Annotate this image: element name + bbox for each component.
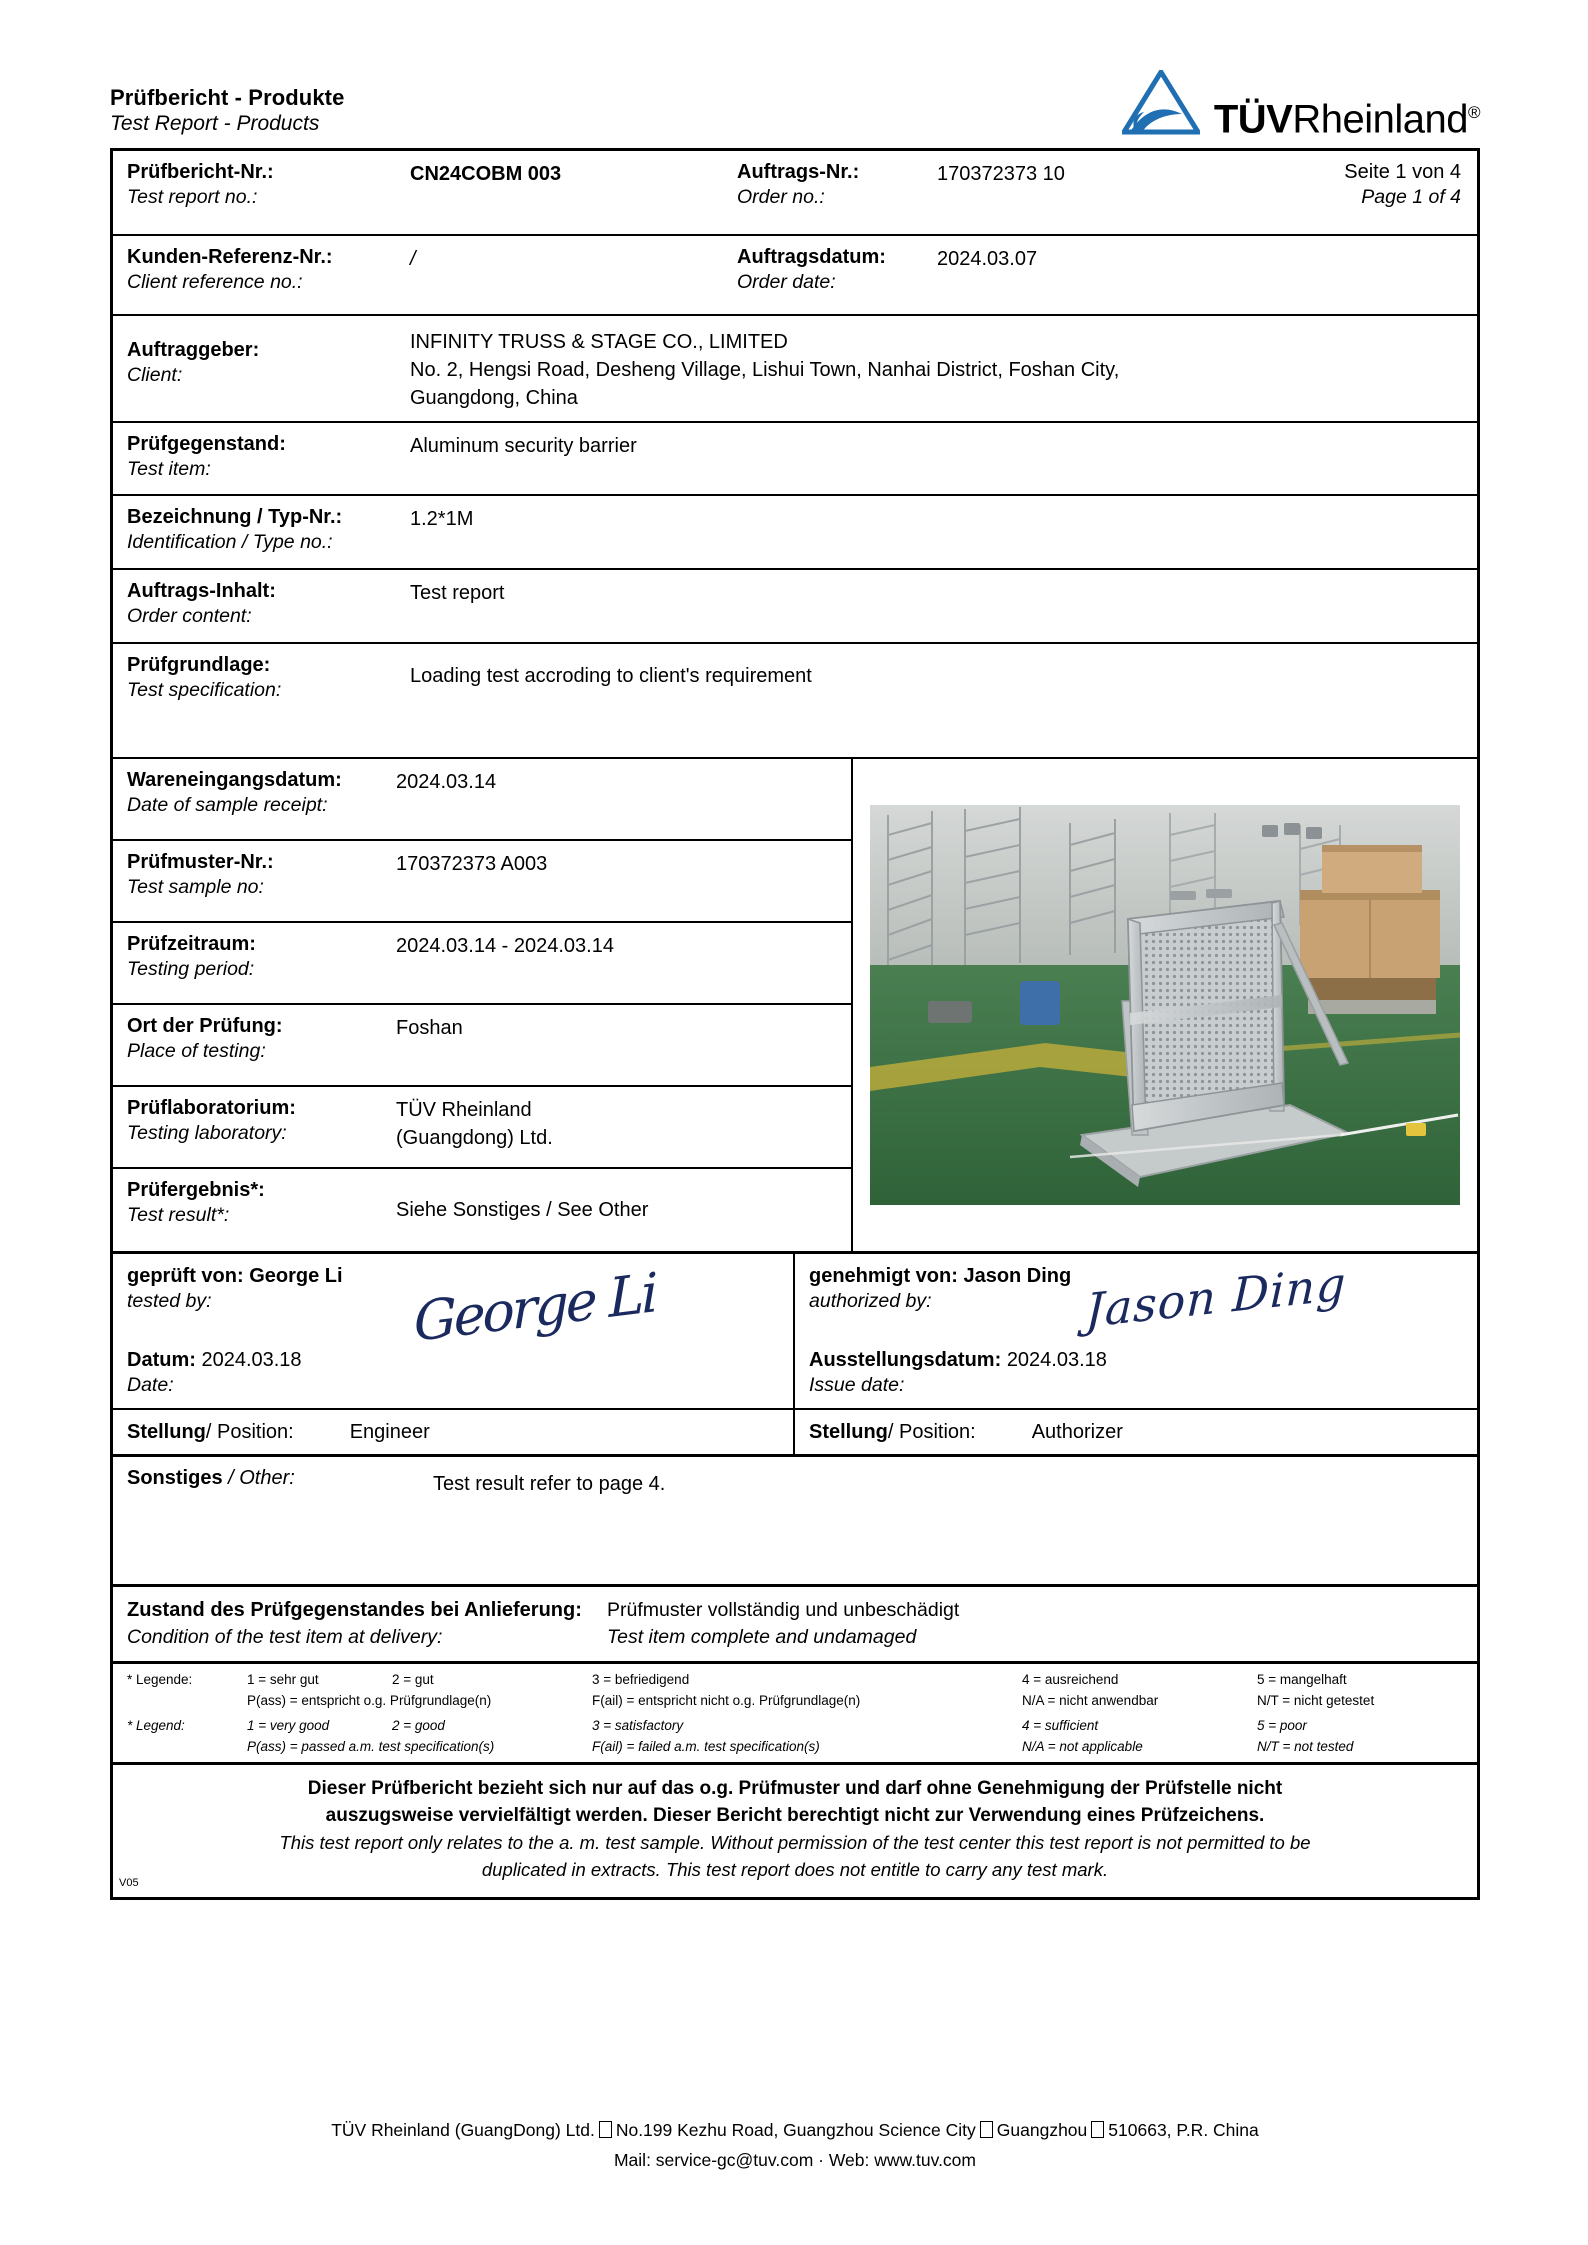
client-value-cell (396, 316, 1477, 421)
client-label-de: Auftraggeber: (127, 339, 260, 361)
order-date-label-en: Order date: (737, 271, 836, 293)
testing-period-label (113, 923, 396, 1003)
disclaimer-en-line2: duplicated in extracts. This test report does not entitle to carry any test mark. (481, 1859, 1109, 1880)
authorized-by-name: genehmigt von: Jason Ding (809, 1265, 1072, 1287)
position-label-de-left: Stellung (127, 1420, 206, 1443)
report-details-table (110, 148, 1480, 1900)
test-item-label-de: Prüfgegenstand: (127, 433, 286, 455)
sample-receipt-label-de: Wareneingangsdatum: (127, 769, 342, 791)
legend-en-fail: F(ail) = failed a.m. test specification(s) (592, 1739, 820, 1754)
page-indicator-de: Seite 1 von 4 (1344, 161, 1461, 183)
table-row-test-result (113, 1169, 851, 1251)
condition-value (607, 1597, 1477, 1651)
testing-period-value: 2024.03.14 - 2024.03.14 (396, 935, 614, 957)
position-label-de-right: Stellung (809, 1420, 888, 1443)
tested-by-name: geprüft von: George Li (127, 1265, 343, 1287)
client-ref-value-cell (396, 236, 723, 314)
sample-details-table (113, 759, 853, 1251)
registered-trademark-icon: ® (1467, 102, 1480, 122)
client-label-en: Client: (127, 364, 183, 386)
test-result-label (113, 1169, 396, 1251)
order-content-label (113, 570, 396, 642)
authorized-by-label-en: authorized by: (809, 1290, 932, 1312)
page-header (110, 60, 1480, 145)
laboratory-value-line2: (Guangdong) Ltd. (396, 1127, 553, 1149)
table-row-testing-period (113, 923, 851, 1005)
sample-no-value: 170372373 A003 (396, 853, 548, 875)
legend-en-grade4: 4 = sufficient (1022, 1718, 1099, 1733)
legend-en-pass: P(ass) = passed a.m. test specification(s) (247, 1739, 495, 1754)
report-no-value: CN24COBM 003 (410, 163, 562, 185)
place-label-de: Ort der Prüfung: (127, 1015, 283, 1037)
table-row-report-no (113, 151, 1477, 236)
tested-date-label-en: Date: (127, 1374, 174, 1396)
client-address-line1: No. 2, Hengsi Road, Desheng Village, Lishui Town, Nanhai District, Foshan City, (410, 359, 1120, 381)
legend-de-grade4: 4 = ausreichend (1022, 1672, 1119, 1687)
legend-de-nt: N/T = nicht getestet (1257, 1693, 1375, 1708)
sample-no-label-de: Prüfmuster-Nr.: (127, 851, 274, 873)
client-address-line2: Guangdong, China (410, 387, 578, 409)
condition-label (127, 1597, 607, 1651)
test-spec-value-cell (396, 644, 1477, 757)
footer-contact-line: Mail: service-gc@tuv.com · Web: www.tuv.com (613, 2150, 976, 2170)
table-row-client-reference (113, 236, 1477, 316)
legend-en-grade3: 3 = satisfactory (592, 1718, 684, 1733)
order-content-label-en: Order content: (127, 605, 252, 627)
client-ref-label-de: Kunden-Referenz-Nr.: (127, 246, 333, 268)
condition-row (113, 1587, 1477, 1664)
test-item-value-cell (396, 423, 1477, 494)
place-label (113, 1005, 396, 1085)
position-label-en-right: / Position: (887, 1420, 976, 1443)
report-title-block (110, 85, 344, 137)
page-title-de: Prüfbericht - Produkte (110, 85, 345, 110)
separator-box-icon-1 (599, 2121, 612, 2138)
table-row-place-of-testing (113, 1005, 851, 1087)
legend-grid-de (113, 1670, 1477, 1710)
page-indicator-en: Page 1 of 4 (1361, 186, 1461, 208)
authorized-by-block (795, 1254, 1477, 1408)
table-row-test-specification (113, 644, 1477, 759)
laboratory-label (113, 1087, 396, 1167)
issue-date-value: 2024.03.18 (1006, 1349, 1107, 1371)
order-content-label-de: Auftrags-Inhalt: (127, 580, 276, 602)
report-no-label (113, 151, 396, 234)
report-no-label-en: Test report no.: (127, 186, 258, 208)
other-label-de: Sonstiges (127, 1467, 223, 1489)
test-result-value-cell (396, 1169, 851, 1251)
client-ref-label (113, 236, 396, 314)
brand-rheinland: Rheinland (1292, 97, 1468, 141)
legend-de-grade1: 1 = sehr gut (247, 1672, 319, 1687)
footer-street: No.199 Kezhu Road, Guangzhou Science City (615, 2120, 976, 2140)
order-no-label-en: Order no.: (737, 186, 825, 208)
condition-value-en: Test item complete and undamaged (607, 1626, 917, 1648)
testing-period-label-de: Prüfzeitraum: (127, 933, 256, 955)
legend-de-grade2: 2 = gut (392, 1672, 434, 1687)
test-item-value: Aluminum security barrier (410, 435, 637, 457)
order-no-value-cell (923, 151, 1183, 234)
order-no-value: 170372373 10 (937, 163, 1065, 185)
authorized-position-value: Authorizer (1031, 1420, 1123, 1443)
test-spec-label-en: Test specification: (127, 679, 282, 701)
disclaimer-block (113, 1765, 1477, 1897)
sample-no-value-cell (396, 841, 851, 921)
document-version: V05 (119, 1877, 139, 1889)
client-label (113, 316, 396, 421)
brand-wordmark (1214, 92, 1480, 140)
sample-details-and-photo (113, 759, 1477, 1254)
legend-label-en: * Legend: (127, 1718, 185, 1733)
legend-spacer-de (127, 1691, 247, 1710)
page-indicator (1183, 151, 1477, 234)
type-no-label-de: Bezeichnung / Typ-Nr.: (127, 506, 343, 528)
legend-en-grade5: 5 = poor (1257, 1718, 1307, 1733)
test-sample-photo (870, 805, 1460, 1205)
legend-de-na: N/A = nicht anwendbar (1022, 1693, 1159, 1708)
footer-company: TÜV Rheinland (GuangDong) Ltd. (331, 2120, 595, 2140)
issue-date-row (809, 1348, 1477, 1373)
order-date-label-de: Auftragsdatum: (737, 246, 886, 268)
tested-by-signature: George Li (413, 1261, 656, 1354)
tested-position-value: Engineer (349, 1420, 430, 1443)
table-row-sample-no (113, 841, 851, 923)
order-date-label (723, 236, 923, 314)
sample-no-label-en: Test sample no: (127, 876, 264, 898)
tested-date-value: 2024.03.18 (201, 1349, 302, 1371)
test-photo-container (853, 759, 1477, 1251)
legend-spacer-en (127, 1737, 247, 1756)
sample-no-label (113, 841, 396, 921)
client-ref-value: / (410, 248, 416, 270)
tuv-triangle-logo-icon (1122, 70, 1200, 136)
type-no-label (113, 496, 396, 568)
legend-block (113, 1664, 1477, 1765)
disclaimer-en-line1: This test report only relates to the a. m. test sample. Without permission of the test center this test report is not permitted to be (279, 1832, 1311, 1853)
laboratory-label-en: Testing laboratory: (127, 1122, 287, 1144)
legend-de-grade5: 5 = mangelhaft (1257, 1672, 1347, 1687)
authorized-position-cell (795, 1410, 1477, 1454)
tested-by-label-en: tested by: (127, 1290, 212, 1312)
order-no-label-de: Auftrags-Nr.: (737, 161, 860, 183)
condition-label-en: Condition of the test item at delivery: (127, 1626, 443, 1648)
tuv-rheinland-logo (1122, 60, 1480, 140)
testing-period-label-en: Testing period: (127, 958, 255, 980)
separator-box-icon-3 (1091, 2121, 1104, 2138)
test-item-label-en: Test item: (127, 458, 211, 480)
table-row-type-no (113, 496, 1477, 570)
table-row-test-item (113, 423, 1477, 496)
order-content-value-cell (396, 570, 1477, 642)
other-row (113, 1457, 1477, 1587)
signature-section (113, 1254, 1477, 1410)
legend-en-grade1: 1 = very good (247, 1718, 330, 1733)
place-value-cell (396, 1005, 851, 1085)
legend-de-pass: P(ass) = entspricht o.g. Prüfgrundlage(n) (247, 1693, 492, 1708)
sample-receipt-label (113, 759, 396, 839)
test-result-value: Siehe Sonstiges / See Other (396, 1199, 649, 1221)
footer-city: Guangzhou (996, 2120, 1088, 2140)
laboratory-value-line1: TÜV Rheinland (396, 1099, 532, 1121)
page-footer (110, 2115, 1480, 2175)
issue-date-label-de: Ausstellungsdatum: (809, 1349, 1002, 1371)
table-row-client (113, 316, 1477, 423)
report-no-label-de: Prüfbericht-Nr.: (127, 161, 274, 183)
order-content-value: Test report (410, 582, 505, 604)
other-label-en: / Other: (222, 1467, 295, 1489)
laboratory-label-de: Prüflaboratorium: (127, 1097, 296, 1119)
authorized-by-signature: Jason Ding (1084, 1256, 1348, 1338)
tested-date-label-de: Datum: (127, 1349, 196, 1371)
order-date-value-cell (923, 236, 1183, 314)
laboratory-value-cell (396, 1087, 851, 1167)
brand-tuv: TÜV (1213, 97, 1293, 141)
separator-box-icon-2 (980, 2121, 993, 2138)
sample-receipt-value: 2024.03.14 (396, 771, 497, 793)
sample-receipt-label-en: Date of sample receipt: (127, 794, 328, 816)
type-no-value-cell (396, 496, 1477, 568)
tested-by-block (113, 1254, 795, 1408)
type-no-label-en: Identification / Type no.: (127, 531, 333, 553)
sample-receipt-value-cell (396, 759, 851, 839)
legend-en-grade2: 2 = good (392, 1718, 445, 1733)
other-label (127, 1467, 295, 1490)
order-date-value: 2024.03.07 (937, 248, 1038, 270)
table-row-order-content (113, 570, 1477, 644)
tested-date-row (127, 1348, 793, 1373)
place-value: Foshan (396, 1017, 463, 1039)
report-no-value-cell (396, 151, 723, 234)
legend-grid-en (113, 1716, 1477, 1756)
page-indicator-spacer (1183, 236, 1477, 314)
legend-en-na: N/A = not applicable (1022, 1739, 1143, 1754)
disclaimer-de-line1: Dieser Prüfbericht bezieht sich nur auf das o.g. Prüfmuster und darf ohne Genehmigung der Prüfstelle nicht (307, 1778, 1283, 1799)
other-value: Test result refer to page 4. (433, 1473, 666, 1495)
place-label-en: Place of testing: (127, 1040, 266, 1062)
test-spec-label (113, 644, 396, 757)
footer-address-line (110, 2115, 1480, 2145)
page-title-en: Test Report - Products (110, 112, 320, 135)
position-label-en-left: / Position: (205, 1420, 294, 1443)
table-row-sample-receipt (113, 759, 851, 841)
tested-position-cell (113, 1410, 795, 1454)
test-spec-label-de: Prüfgrundlage: (127, 654, 271, 676)
footer-postcode-country: 510663, P.R. China (1108, 2120, 1259, 2140)
testing-period-value-cell (396, 923, 851, 1003)
test-item-label (113, 423, 396, 494)
condition-value-de: Prüfmuster vollständig und unbeschädigt (607, 1599, 960, 1621)
legend-de-grade3: 3 = befriedigend (592, 1672, 690, 1687)
client-ref-label-en: Client reference no.: (127, 271, 303, 293)
test-spec-value: Loading test accroding to client's requirement (410, 665, 812, 687)
position-row (113, 1410, 1477, 1457)
table-row-testing-laboratory (113, 1087, 851, 1169)
order-no-label (723, 151, 923, 234)
legend-en-nt: N/T = not tested (1257, 1739, 1354, 1754)
test-result-label-de: Prüfergebnis*: (127, 1179, 265, 1201)
condition-label-de: Zustand des Prüfgegenstandes bei Anlieferung: (127, 1599, 582, 1621)
legend-label-de: * Legende: (127, 1672, 193, 1687)
issue-date-label-en: Issue date: (809, 1374, 905, 1396)
client-name: INFINITY TRUSS & STAGE CO., LIMITED (410, 331, 788, 353)
disclaimer-de-line2: auszugsweise vervielfältigt werden. Dieser Bericht berechtigt nicht zur Verwendung eines Prüfzeichens. (325, 1805, 1265, 1826)
legend-de-fail: F(ail) = entspricht nicht o.g. Prüfgrundlage(n) (592, 1693, 861, 1708)
test-result-label-en: Test result*: (127, 1204, 230, 1226)
type-no-value: 1.2*1M (410, 508, 474, 530)
